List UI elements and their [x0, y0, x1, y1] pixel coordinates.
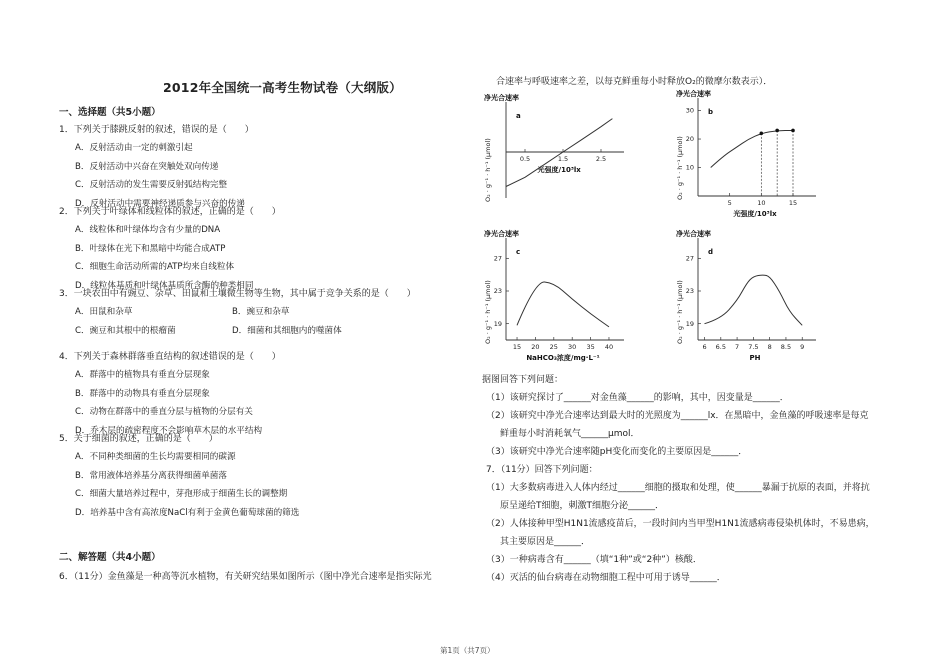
x-tick-label: 7.5: [748, 343, 759, 351]
question-1-option: B．反射活动中兴奋在突触处双向传递: [75, 161, 219, 172]
y-axis-unit: O₂ · g⁻¹ · h⁻¹ (μmol): [676, 280, 684, 344]
x-tick-label: 15: [512, 343, 522, 351]
section-heading-answer: 二、解答题（共4小题）: [59, 552, 161, 563]
x-axis-label: 光强度/10³lx: [733, 210, 777, 218]
y-axis-unit: O₂ · g⁻¹ · h⁻¹ (μmol): [484, 280, 492, 344]
x-tick-label: 20: [531, 343, 540, 351]
y-tick-label: 30: [685, 106, 694, 115]
question-6-prompt: 据图回答下列问题：: [482, 375, 564, 385]
question-4-option: B．群落中的动物具有垂直分层现象: [75, 388, 210, 399]
page-title: 2012年全国统一高考生物试卷（大纲版）: [163, 80, 402, 95]
x-tick-label: 6.5: [715, 343, 726, 351]
question-2-option: D．线粒体基质和叶绿体基质所含酶的种类相同: [75, 280, 254, 291]
question-5-stem: 5．关于细菌的叙述，正确的是（ ）: [59, 434, 218, 444]
x-tick-label: 15: [788, 199, 798, 207]
question-4-option: A．群落中的植物具有垂直分层现象: [75, 370, 210, 380]
y-axis-title: 净光合速率: [676, 90, 711, 98]
question-1-option: C．反射活动的发生需要反射弧结构完整: [75, 180, 228, 191]
data-point: [775, 129, 779, 133]
question-7-stem: 7．（11分）回答下列问题：: [486, 465, 598, 475]
question-3-option: A．田鼠和杂草: [75, 307, 133, 317]
y-tick-label: 27: [493, 254, 502, 263]
y-axis-unit: O₂ · g⁻¹ · h⁻¹ (μmol): [484, 138, 492, 202]
question-7-item: （3）一种病毒含有______（填“1种”或“2种”）核酸．: [486, 555, 702, 565]
chart-a: [480, 94, 630, 213]
panel-label: c: [516, 248, 521, 256]
y-tick-label: 23: [685, 287, 694, 296]
page-footer: 第1页（共7页）: [440, 646, 495, 655]
panel-label: b: [708, 108, 714, 116]
x-tick-label: 9: [800, 343, 805, 351]
chart-c: [480, 228, 630, 362]
y-axis-title: 净光合速率: [484, 230, 519, 238]
question-7-item: 原呈递给T细胞，刺激T细胞分泌______．: [500, 501, 664, 511]
data-point: [760, 132, 764, 136]
y-axis-unit: O₂ · g⁻¹ · h⁻¹ (μmol): [676, 136, 684, 200]
question-1-option: D．反射活动中需要神经递质参与兴奋的传递: [75, 198, 245, 209]
x-axis-label: 光强度/10³lx: [537, 166, 581, 174]
question-5-option: C．细菌大量培养过程中，芽孢形成于细菌生长的调整期: [75, 489, 288, 500]
question-4-option: D．乔木层的疏密程度不会影响草木层的水平结构: [75, 425, 263, 436]
x-tick-label: 8.5: [780, 343, 792, 351]
question-7-item: （4）灭活的仙台病毒在动物细胞工程中可用于诱导______．: [486, 573, 726, 583]
x-tick-label: 5: [727, 199, 732, 207]
question-5-option: D．培养基中含有高浓度NaCl有利于金黄色葡萄球菌的筛选: [75, 507, 300, 518]
series-line-c: [517, 282, 609, 327]
question-3-option: C．豌豆和其根中的根瘤菌: [75, 325, 176, 336]
question-6-stem-cont: 合速率与呼吸速率之差，以每克鲜重每小时释放O₂的微摩尔数表示）．: [496, 77, 773, 87]
question-6-item: （1）该研究探讨了______对金鱼藻______的影响，其中，因变量是______．: [486, 393, 789, 403]
chart-d: [672, 228, 822, 362]
question-1-option: A．反射活动由一定的刺激引起: [75, 143, 193, 153]
x-tick-label: 7: [735, 343, 740, 351]
series-line-a: [506, 119, 612, 187]
series-line-d: [705, 275, 803, 325]
question-3-option: D．细菌和其细胞内的噬菌体: [232, 325, 342, 336]
y-tick-label: 27: [685, 254, 694, 263]
question-3-option: B．豌豆和杂草: [232, 307, 290, 317]
x-axis-label: PH: [749, 354, 761, 362]
y-axis-title: 净光合速率: [484, 94, 519, 102]
question-7-item: （1）大多数病毒进入人体内经过______细胞的摄取和处理，使______暴漏于抗原的表面，并将抗: [486, 483, 870, 493]
x-tick-label: 6: [702, 343, 707, 351]
question-2-stem: 2．下列关于叶绿体和线粒体的叙述，正确的是（ ）: [59, 207, 281, 217]
question-5-option: B．常用液体培养基分离获得细菌单菌落: [75, 470, 227, 481]
y-tick-label: 10: [685, 163, 694, 172]
panel-label: d: [708, 248, 714, 256]
x-axis-label: NaHCO₃浓度/mg·L⁻¹: [526, 354, 600, 362]
question-4-stem: 4．下列关于森林群落垂直结构的叙述错误的是（ ）: [59, 352, 281, 362]
question-2-option: A．线粒体和叶绿体均含有少量的DNA: [75, 225, 221, 235]
question-6-stem: 6．（11分）金鱼藻是一种高等沉水植物，有关研究结果如图所示（图中净光合速率是指实际光: [59, 572, 432, 582]
question-2-option: C．细胞生命活动所需的ATP均来自线粒体: [75, 262, 235, 273]
question-3-stem: 3．一块农田中有豌豆、杂草、田鼠和土壤微生物等生物，其中属于竞争关系的是（ ）: [59, 289, 416, 299]
section-heading-choice: 一、选择题（共5小题）: [59, 107, 161, 118]
question-2-option: B．叶绿体在光下和黑暗中均能合成ATP: [75, 243, 226, 254]
y-tick-label: 19: [685, 319, 694, 328]
question-5-option: A．不同种类细菌的生长均需要相同的碳源: [75, 452, 236, 462]
y-tick-label: 20: [685, 135, 694, 144]
x-tick-label: 35: [586, 343, 595, 351]
x-tick-label: 2.5: [595, 155, 607, 163]
question-6-item: 鲜重每小时消耗氧气______μmol．: [500, 429, 640, 439]
y-tick-label: 23: [493, 287, 502, 296]
y-tick-label: 19: [493, 319, 502, 328]
question-7-item: （2）人体接种甲型H1N1流感疫苗后，一段时间内当甲型H1N1流感病毒侵染机体时，不易患病，: [486, 519, 875, 529]
x-tick-label: 25: [549, 343, 558, 351]
question-4-option: C．动物在群落中的垂直分层与植物的分层有关: [75, 407, 253, 418]
question-1-stem: 1．下列关于膝跳反射的叙述，错误的是（ ）: [59, 125, 254, 135]
x-tick-label: 10: [757, 199, 766, 207]
question-6-item: （2）该研究中净光合速率达到最大时的光照度为______lx．在黑暗中，金鱼藻的呼吸速率是每克: [486, 411, 869, 421]
data-point: [791, 129, 795, 133]
question-6-item: （3）该研究中净光合速率随pH变化而变化的主要原因是______．: [486, 447, 748, 457]
x-tick-label: 30: [568, 343, 577, 351]
x-tick-label: 1.5: [557, 155, 569, 163]
x-tick-label: 8: [767, 343, 772, 351]
panel-label: a: [516, 112, 521, 120]
x-tick-label: 40: [604, 343, 614, 351]
series-line-b: [711, 131, 793, 168]
chart-b: [672, 90, 822, 219]
question-7-item: 其主要原因是______．: [500, 537, 591, 547]
x-tick-label: 0.5: [519, 155, 531, 163]
y-axis-title: 净光合速率: [676, 230, 711, 238]
